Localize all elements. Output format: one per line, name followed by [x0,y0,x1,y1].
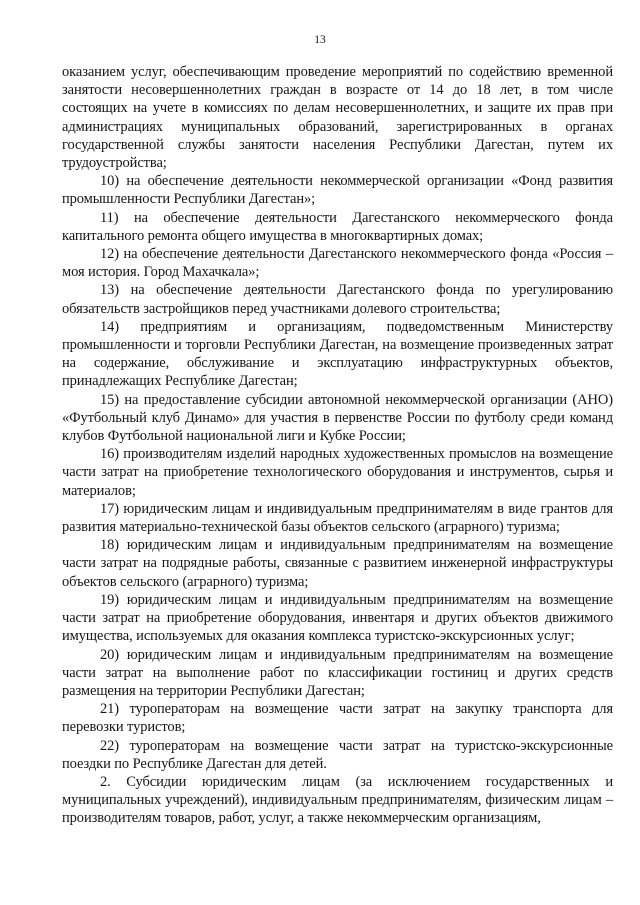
list-item-11: 11) на обеспечение деятельности Дагестанского некоммерческого фонда капитального ремонта общего имущества в многоквартирных домах; [62,209,613,244]
paragraph-continuation: оказанием услуг, обеспечивающим проведение мероприятий по содействию временной занятости несовершеннолетних граждан в возрасте от 14 до 18 лет, в том числе состоящих на учете в комиссиях по делам несовершеннолетних, и защите их прав при администрациях муниципальных образований, зарегистрированных в органах государственной службы занятости населения Республики Дагестан, путем их трудоустройства; [62,64,613,172]
list-item-14: 14) предприятиям и организациям, подведомственным Министерству промышленности и торговли Республики Дагестан, на возмещение произведенных затрат на содержание, обслуживание и эксплуатацию инфраструктурных объектов, принадлежащих Республике Дагестан; [62,318,613,390]
list-item-13: 13) на обеспечение деятельности Дагестанского фонда по урегулированию обязательств застройщиков перед участниками долевого строительства; [62,282,613,317]
list-item-22: 22) туроператорам на возмещение части затрат на туристско-экскурсионные поездки по Республике Дагестан для детей. [62,737,613,772]
list-item-20: 20) юридическим лицам и индивидуальным предпринимателям на возмещение части затрат на выполнение работ по классификации гостиниц и других средств размещения на территории Республики Дагестан; [62,646,613,699]
list-item-10: 10) на обеспечение деятельности некоммерческой организации «Фонд развития промышленности Республики Дагестан»; [62,173,613,208]
list-item-12: 12) на обеспечение деятельности Дагестанского некоммерческого фонда «Россия – моя история. Город Махачкала»; [62,246,613,281]
list-item-17: 17) юридическим лицам и индивидуальным предпринимателям в виде грантов для развития материально-технической базы объектов сельского (аграрного) туризма; [62,500,613,536]
list-item-15: 15) на предоставление субсидии автономной некоммерческой организации (АНО) «Футбольный клуб Динамо» для участия в первенстве России по футболу среди команд клубов Футбольной национальной лиги и Кубке России; [62,391,613,445]
list-item-21: 21) туроператорам на возмещение части затрат на закупку транспорта для перевозки туристов; [62,701,613,736]
page-number: 13 [314,34,326,46]
list-item-18: 18) юридическим лицам и индивидуальным предпринимателям на возмещение части затрат на подрядные работы, связанные с развитием инженерной инфраструктуры объектов сельского (аграрного) туризма; [62,537,613,590]
section-2-paragraph: 2. Субсидии юридическим лицам (за исключением государственных и муниципальных учреждений), индивидуальным предпринимателям, физическим лицам – производителям товаров, работ, услуг, а также некоммерческим организациям, [62,773,613,827]
list-item-19: 19) юридическим лицам и индивидуальным предпринимателям на возмещение части затрат на приобретение оборудования, инвентаря и других объектов движимого имущества, используемых для оказания комплекса туристско-экскурсионных услуг; [62,591,613,645]
list-item-16: 16) производителям изделий народных художественных промыслов на возмещение части затрат на приобретение технологического оборудования и инструментов, сырья и материалов; [62,446,613,499]
document-body [62,63,613,828]
